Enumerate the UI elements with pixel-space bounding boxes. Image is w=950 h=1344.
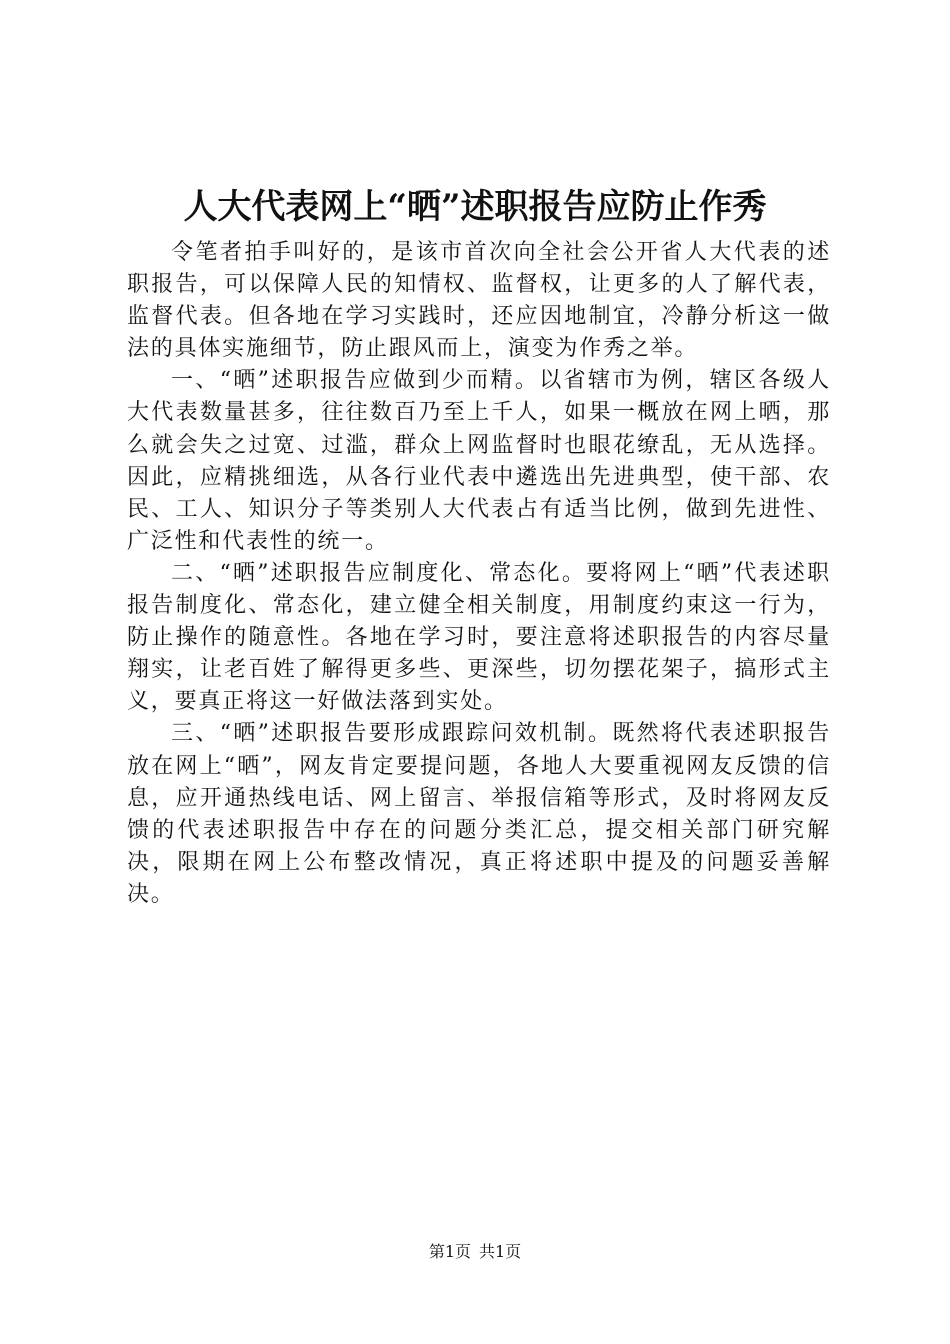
paragraph-intro: 令笔者拍手叫好的，是该市首次向全社会公开省人大代表的述职报告，可以保障人民的知情权、监督权，让更多的人了解代表，监督代表。但各地在学习实践时，还应因地制宜，冷静分析这一做法的具体实施细节，防止跟风而上，演变为作秀之举。: [127, 240, 831, 362]
paragraph-point-three: 三、“晒”述职报告要形成跟踪问效机制。既然将代表述职报告放在网上“晒”，网友肯定要提问题，各地人大要重视网友反馈的信息，应开通热线电话、网上留言、举报信箱等形式，及时将网友反馈的代表述职报告中存在的问题分类汇总，提交相关部门研究解决，限期在网上公布整改情况，真正将述职中提及的问题妥善解决。: [127, 721, 831, 907]
document-title: 人大代表网上“晒”述职报告应防止作秀: [183, 187, 767, 227]
page-number: 第1页: [428, 1242, 471, 1261]
page-total: 共1页: [479, 1242, 522, 1261]
paragraph-point-two: 二、“晒”述职报告应制度化、常态化。要将网上“晒”代表述职报告制度化、常态化，建立健全相关制度，用制度约束这一行为，防止操作的随意性。各地在学习时，要注意将述职报告的内容尽量翔实，让老百姓了解得更多些、更深些，切勿摆花架子，搞形式主义，要真正将这一好做法落到实处。: [127, 560, 831, 715]
paragraph-point-one: 一、“晒”述职报告应做到少而精。以省辖市为例，辖区各级人大代表数量甚多，往往数百乃至上千人，如果一概放在网上晒，那么就会失之过宽、过滥，群众上网监督时也眼花缭乱，无从选择。因此，应精挑细选，从各行业代表中遴选出先进典型，使干部、农民、工人、知识分子等类别人大代表占有适当比例，做到先进性、广泛性和代表性的统一。: [127, 368, 831, 554]
page-footer: [0, 1240, 950, 1264]
document-body: [127, 237, 831, 911]
